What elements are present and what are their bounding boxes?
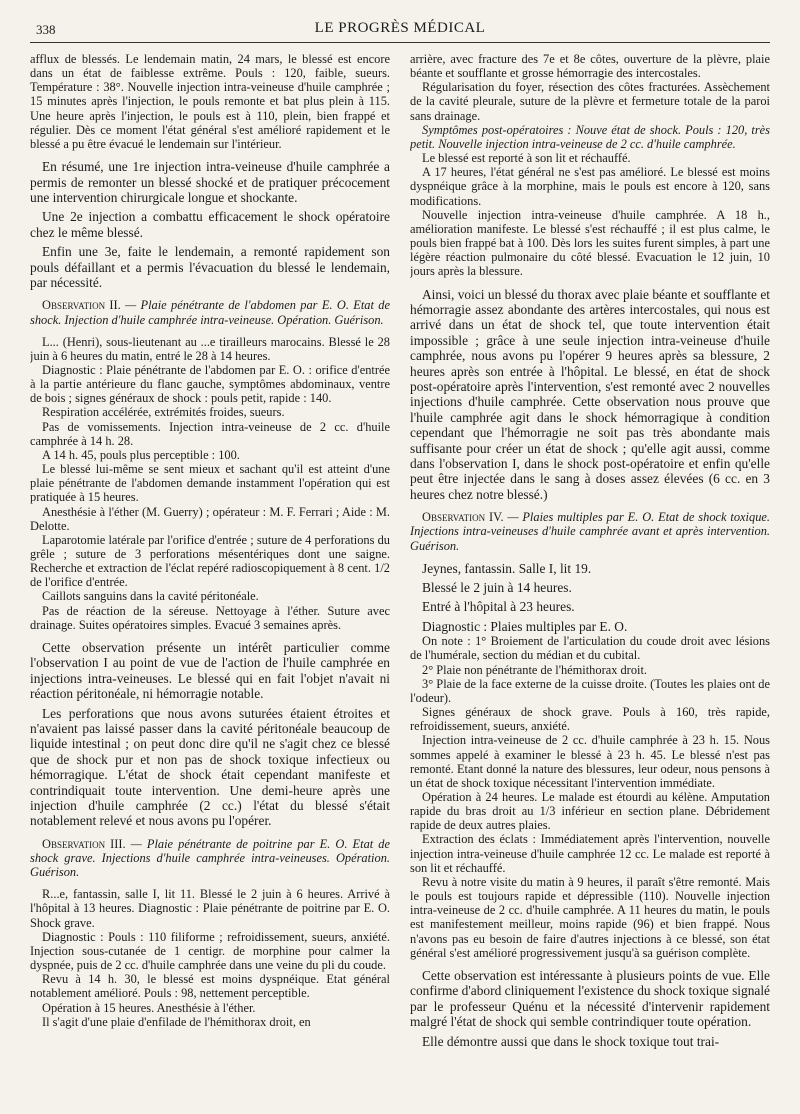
paragraph: Enfin une 3e, faite le lendemain, a remonté rapidement son pouls défaillant et a permis l'évacuation du blessé le lendemain, par nécessité. <box>30 244 390 290</box>
page-number: 338 <box>36 22 56 37</box>
paragraph: Pas de réaction de la séreuse. Nettoyage à l'éther. Suture avec drainage. Suites opératoires simples. Evacué 3 semaines après. <box>30 603 390 632</box>
paragraph: Une 2e injection a combattu efficacement le shock opératoire chez le même blessé. <box>30 209 390 240</box>
paragraph: 2° Plaie non pénétrante de l'hémithorax droit. <box>422 662 647 677</box>
journal-title: LE PROGRÈS MÉDICAL <box>314 20 486 36</box>
page-header <box>30 18 770 43</box>
paragraph: Entré à l'hôpital à 23 heures. <box>422 599 575 615</box>
paragraph: Diagnostic : Plaie pénétrante de l'abdomen par E. O. : orifice d'entrée à la partie antérieure du flanc gauche, symptômes abdominaux, ventre de bois ; signes généraux de shock : pouls petit, rapide : 140. <box>30 362 390 406</box>
paragraph: Respiration accélérée, extrémités froides, sueurs. <box>42 405 285 420</box>
paragraph: Les perforations que nous avons suturées étaient étroites et n'avaient pas laissé passer dans la cavité péritonéale beaucoup de liquide intestinal ; on peut donc dire qu'il ne s'agit chez ce blessé que de shock pur et non pas de shock toxique infectieux ou hémorragique. L'état de shock était cependant manifeste et contrindiquait toute intervention. Une demi-heure après une injection d'huile camphrée (2 cc.) l'état du blessé s'était notablement relevé et nous avons pu l'opérer. <box>30 705 390 829</box>
observation-heading <box>410 510 770 552</box>
observation-label: Observation II. <box>42 298 121 313</box>
left-column <box>30 52 390 1106</box>
paragraph: Injection intra-veineuse de 2 cc. d'huile camphrée à 23 h. 15. Nous sommes appelé à examiner le blessé à 23 h. 45. Le blessé n'est pas remonté. Etant donné la nature des blessures, leur odeur, nous pensons à un état de shock toxique nécessitant l'intervention immédiate. <box>410 733 770 790</box>
paragraph: Diagnostic : Pouls : 110 filiforme ; refroidissement, sueurs, anxiété. Injection sous-cutanée de 1 centigr. de morphine pour calmer la dyspnée, puis de 2 cc. d'huile camphrée dans une veine du pli du coude. <box>30 929 390 973</box>
paragraph: Blessé le 2 juin à 14 heures. <box>422 580 572 596</box>
paragraph: Régularisation du foyer, résection des côtes fracturées. Assèchement de la cavité pleurale, suture de la plèvre et fermeture totale de la paroi sans drainage. <box>410 80 770 123</box>
paragraph: Nouvelle injection intra-veineuse d'huile camphrée. A 18 h., amélioration manifeste. Le blessé s'est réchauffé ; il est plus calme, le pouls bien frappé bat à 100. Dès lors les suites furent simples, à part une légère réaction pulmonaire du côté blessé. Evacuation le 12 juin, 10 jours après la blessure. <box>410 207 770 279</box>
paragraph: Cette observation est intéressante à plusieurs points de vue. Elle confirme d'abord cliniquement l'existence du shock toxique signalé par le professeur Quénu et la nécessité d'intervenir rapidement malgré l'état de shock qui semble contrindiquer toute opération. <box>410 967 770 1030</box>
paragraph: Opération à 24 heures. Le malade est étourdi au kélène. Amputation rapide du bras droit au 1/3 inférieur en section plane. Débridement rapide de deux autres plaies. <box>410 790 770 833</box>
paragraph: Caillots sanguins dans la cavité péritonéale. <box>42 589 259 604</box>
paragraph: Il s'agit d'une plaie d'enfilade de l'hémithorax droit, en <box>42 1014 311 1029</box>
observation-title: — Plaie pénétrante de poitrine par E. O. Etat de shock grave. Injections d'huile camphrée intra-veineuses. Opération. Guérison. <box>30 836 390 880</box>
paragraph: Ainsi, voici un blessé du thorax avec plaie béante et soufflante et hémorragie assez abondante des artères intercostales, qui nous est arrivé dans un état de shock tel, que toute intervention était impossible ; grâce à une seule injection intra-veineuse d'huile camphrée, nous avons pu l'opérer 9 heures après sa blessure, 2 heures après son entrée à l'hôpital. Le blessé, en état de shock post-opératoire après l'intervention, s'est remonté avec 2 nouvelles injections d'huile camphrée. Cette observation nous prouve que l'huile camphrée agit dans le shock hémorragique à condition cependant que l'hémorragie ne soit pas très abondante mais suffisante pour créer un état de shock ; qu'elle agit aussi, comme dans l'observation I, dans le shock post-opératoire et enfin qu'elle peut être injectée dans le sang à doses assez élevées (6 cc. en 3 heures chez notre blessé.) <box>410 286 770 502</box>
right-column <box>410 52 770 1106</box>
paragraph: R...e, fantassin, salle I, lit 11. Blessé le 2 juin à 6 heures. Arrivé à l'hôpital à 13 heures. Diagnostic : Plaie pénétrante de poitrine par E. O. Shock grave. <box>30 887 390 930</box>
paragraph: L... (Henri), sous-lieutenant au ...e tirailleurs marocains. Blessé le 28 juin à 6 heures du matin, entré le 28 à 14 heures. <box>30 334 390 363</box>
paragraph: Laparotomie latérale par l'orifice d'entrée ; suture de 4 perforations du grêle ; suture de 3 perforations mésentériques dont une saigne. Recherche et extraction de l'éclat repéré radioscopiquement à 8 cent. 1/2 de l'orifice d'entrée. <box>30 532 390 590</box>
paragraph: Opération à 15 heures. Anesthésie à l'éther. <box>42 1000 256 1015</box>
paragraph: Le blessé est reporté à son lit et réchauffé. <box>422 151 631 166</box>
paragraph: Signes généraux de shock grave. Pouls à 160, très rapide, refroidissement, sueurs, anxiété. <box>410 705 770 734</box>
paragraph: Revu à notre visite du matin à 9 heures, il paraît s'être remonté. Mais le pouls est toujours rapide et dépressible (110). Nouvelle injection intra-veineuse de 2 cc. d'huile camphrée. A 11 heures du matin, le pouls est manifestement meilleur, moins rapide (96) et bien frappé. Nous n'avons pas eu besoin de faire d'autres injections à ce blessé, son état général s'est amélioré progressivement jusqu'à sa guérison complète. <box>410 874 770 960</box>
paragraph: Cette observation présente un intérêt particulier comme l'observation I au point de vue de l'action de l'huile camphrée en injections intra-veineuses. Le blessé qui en fait l'objet n'avait ni réaction péritonéale, ni hémorragie notable. <box>30 639 390 702</box>
paragraph: Revu à 14 h. 30, le blessé est moins dyspnéique. Etat général notablement amélioré. Pouls : 98, nettement perceptible. <box>30 972 390 1001</box>
paragraph: 3° Plaie de la face externe de la cuisse droite. (Toutes les plaies ont de l'odeur). <box>410 676 770 705</box>
observation-label: Observation III. <box>42 836 126 851</box>
paragraph: Pas de vomissements. Injection intra-veineuse de 2 cc. d'huile camphrée à 14 h. 28. <box>30 419 390 448</box>
observation-heading <box>30 298 390 326</box>
paragraph: A 17 heures, l'état général ne s'est pas amélioré. Le blessé est moins dyspnéique grâce à la morphine, mais le pouls est encore à 120, sans modifications. <box>410 165 770 208</box>
paragraph: On note : 1° Broiement de l'articulation du coude droit avec lésions de l'humérale, section du médian et du cubital. <box>410 634 770 663</box>
observation-label: Observation IV. <box>422 510 504 525</box>
paragraph: Symptômes post-opératoires : Nouve état de shock. Pouls : 120, très petit. Nouvelle injection intra-veineuse de 2 cc. d'huile camphrée. <box>410 122 770 151</box>
paragraph: Diagnostic : Plaies multiples par E. O. <box>422 618 628 634</box>
paragraph: Anesthésie à l'éther (M. Guerry) ; opérateur : M. F. Ferrari ; Aide : M. Delotte. <box>30 504 390 533</box>
paragraph: Le blessé lui-même se sent mieux et sachant qu'il est atteint d'une plaie pénétrante de l'abdomen demande instamment l'opération qui est pratiquée à 15 heures. <box>30 462 390 505</box>
observation-title: — Plaies multiples par E. O. Etat de shock toxique. Injections intra-veineuses d'huile camphrée avant et après intervention. Guérison. <box>410 510 770 553</box>
paragraph: A 14 h. 45, pouls plus perceptible : 100. <box>42 447 240 462</box>
observation-heading <box>30 837 390 879</box>
text-columns <box>30 52 770 1106</box>
paragraph: Extraction des éclats : Immédiatement après l'intervention, nouvelle injection intra-veineuse d'huile camphrée 12 cc. Le malade est reporté à son lit et réchauffé. <box>410 832 770 875</box>
paragraph: afflux de blessés. Le lendemain matin, 24 mars, le blessé est encore dans un état de faiblesse extrême. Pouls : 120, faible, sueurs. Température : 38°. Nouvelle injection intra-veineuse d'huile camphrée ; 15 minutes après l'injection, le pouls remonte et bat plus plein à 115. Une heure après l'injection, le pouls est à 110, plein, bien frappé et régulier. Dès ce moment l'état général s'est amélioré rapidement et le blessé a pu être évacué le lendemain sur l'intérieur. <box>30 52 390 151</box>
paragraph: arrière, avec fracture des 7e et 8e côtes, ouverture de la plèvre, plaie béante et soufflante et grosse hémorragie des intercostales. <box>410 52 770 81</box>
observation-title: — Plaie pénétrante de l'abdomen par E. O. Etat de shock. Injection d'huile camphrée intra-veineuse. Opération. Guérison. <box>30 298 390 327</box>
paragraph: En résumé, une 1re injection intra-veineuse d'huile camphrée a permis de remonter un blessé shocké et de pratiquer précocement une intervention chirurgicale longue et shockante. <box>30 159 390 205</box>
paragraph: Jeynes, fantassin. Salle I, lit 19. <box>422 560 592 576</box>
paragraph: Elle démontre aussi que dans le shock toxique tout trai- <box>422 1033 720 1049</box>
